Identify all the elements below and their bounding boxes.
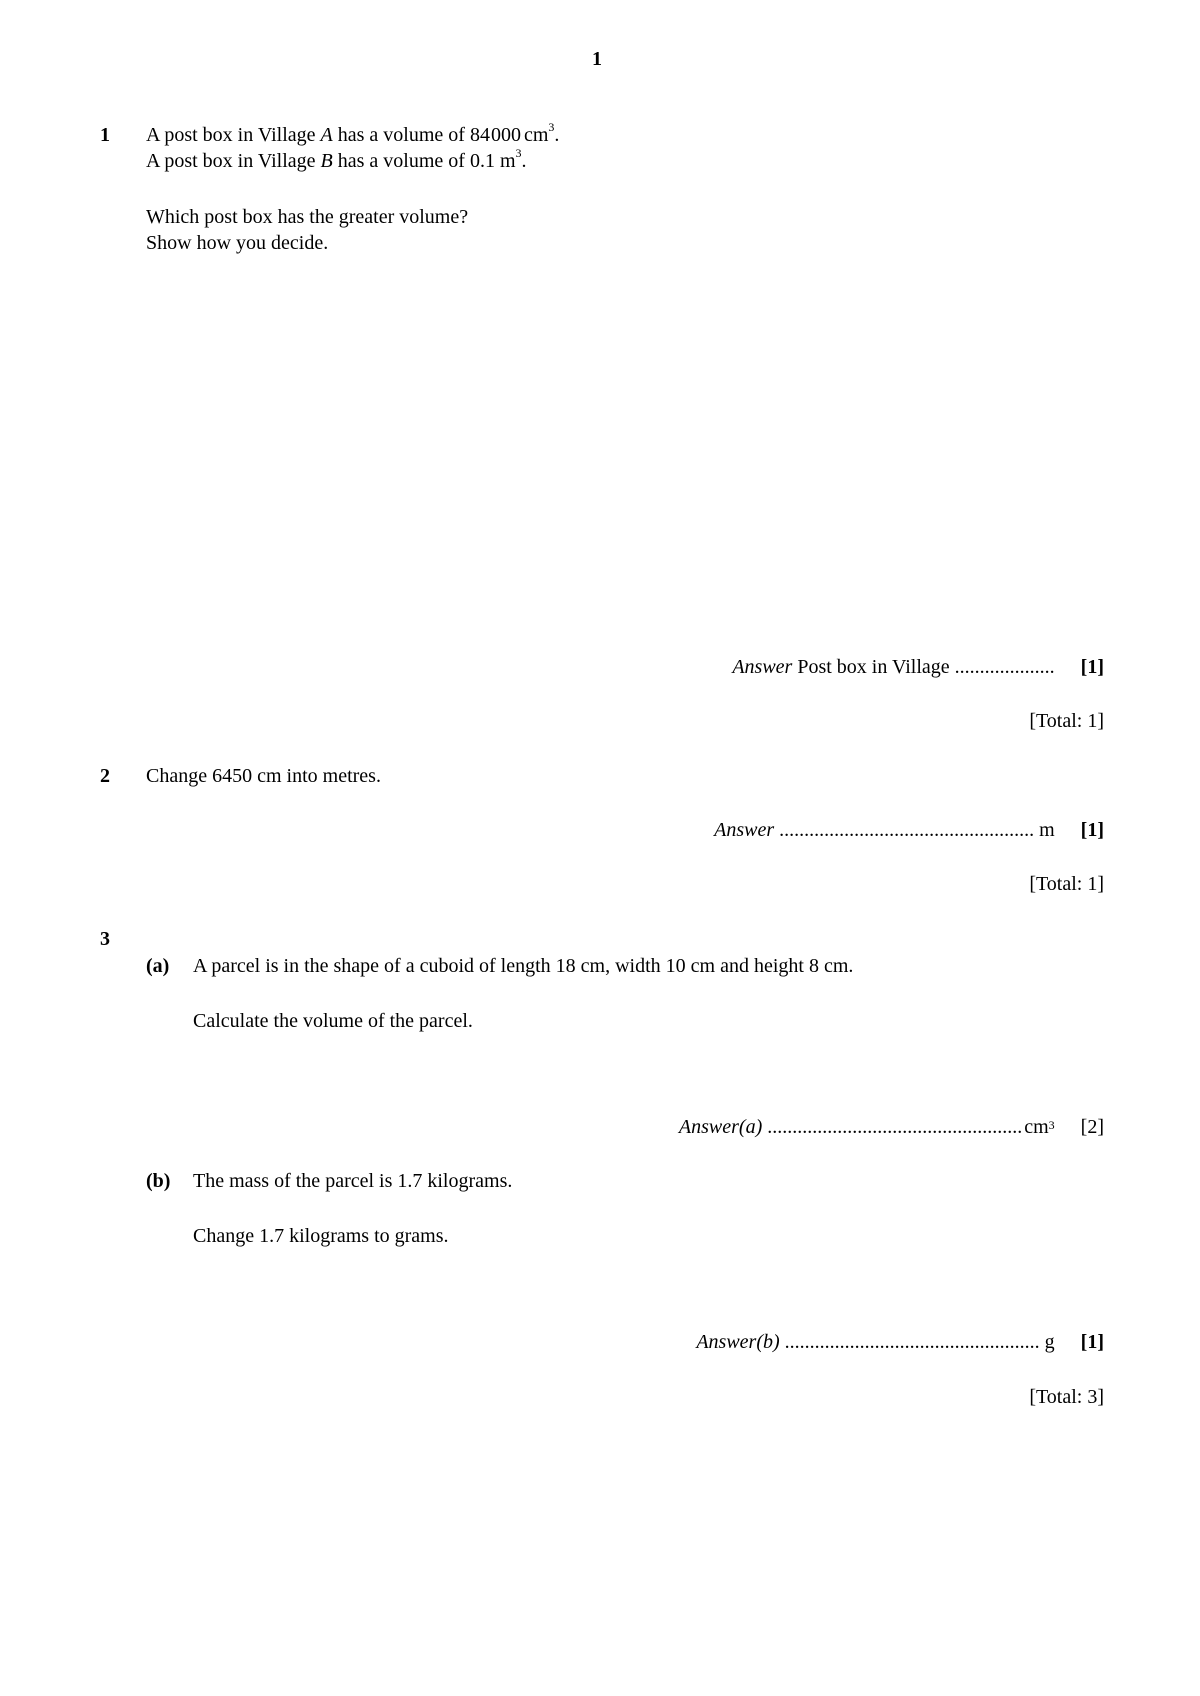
question-3b-text: The mass of the parcel is 1.7 kilograms. bbox=[193, 1170, 513, 1192]
q1-line1-var: A bbox=[320, 124, 333, 146]
question-1-prompt-2: Show how you decide. bbox=[146, 232, 329, 254]
q3a-answer-unit-sup: 3 bbox=[1048, 1118, 1055, 1132]
question-2-answer-line bbox=[714, 819, 1104, 842]
question-3b-answer-line bbox=[696, 1331, 1104, 1354]
q3b-answer-field[interactable]: ................................................... bbox=[779, 1331, 1040, 1353]
q1-line2-mid: has a volume of 0.1 m bbox=[332, 150, 516, 172]
q1-answer-label: Answer bbox=[732, 656, 793, 678]
q1-line1-mid: has a volume of 84 bbox=[332, 124, 490, 146]
question-3b-label: (b) bbox=[146, 1170, 171, 1192]
q1-line2-var: B bbox=[320, 150, 333, 172]
question-2-text: Change 6450 cm into metres. bbox=[146, 765, 381, 787]
question-1-number: 1 bbox=[100, 124, 110, 146]
q1-line1-num2: 000 bbox=[490, 124, 521, 146]
q2-answer-label: Answer bbox=[714, 819, 775, 841]
q3a-answer-field[interactable]: ................................................... bbox=[762, 1116, 1023, 1138]
question-3a-label: (a) bbox=[146, 955, 170, 977]
question-3a-text: A parcel is in the shape of a cuboid of length 18 cm, width 10 cm and height 8 cm. bbox=[193, 955, 854, 977]
q1-answer-text: Post box in Village bbox=[792, 656, 955, 678]
q3b-answer-unit: g bbox=[1039, 1331, 1055, 1353]
question-1-line-1 bbox=[146, 120, 560, 147]
question-3a-answer-line bbox=[679, 1116, 1104, 1139]
q1-line1-sup: 3 bbox=[548, 120, 555, 134]
q1-answer-field[interactable]: .................... bbox=[954, 656, 1055, 678]
question-1-total: [Total: 1] bbox=[1029, 710, 1104, 732]
q1-line2-end: . bbox=[521, 150, 527, 172]
q3a-answer-label: Answer(a) bbox=[678, 1116, 763, 1138]
q1-marks: [1] bbox=[1080, 656, 1104, 678]
q1-line1-pre: A post box in Village bbox=[146, 124, 321, 146]
q3a-answer-unit: cm bbox=[1024, 1116, 1049, 1138]
question-1-line-2 bbox=[146, 146, 527, 173]
q2-marks: [1] bbox=[1080, 819, 1104, 841]
q1-line1-unit: cm bbox=[523, 124, 549, 146]
q3a-marks: [2] bbox=[1080, 1116, 1104, 1138]
question-2-number: 2 bbox=[100, 765, 110, 787]
q3b-answer-label: Answer(b) bbox=[696, 1331, 780, 1353]
q2-answer-unit: m bbox=[1034, 819, 1055, 841]
question-3b-prompt: Change 1.7 kilograms to grams. bbox=[193, 1225, 449, 1247]
question-3a-prompt: Calculate the volume of the parcel. bbox=[193, 1010, 473, 1032]
q1-line2-sup: 3 bbox=[515, 146, 522, 160]
q1-line2-pre: A post box in Village bbox=[146, 150, 321, 172]
page-number: 1 bbox=[592, 48, 602, 70]
question-3-number: 3 bbox=[100, 928, 110, 950]
question-1-answer-line bbox=[732, 656, 1104, 679]
q3b-marks: [1] bbox=[1080, 1331, 1104, 1353]
q1-line1-end: . bbox=[554, 124, 560, 146]
q2-answer-field[interactable]: ................................................... bbox=[774, 819, 1035, 841]
question-2-total: [Total: 1] bbox=[1029, 873, 1104, 895]
question-1-prompt-1: Which post box has the greater volume? bbox=[146, 206, 469, 228]
question-3-total: [Total: 3] bbox=[1029, 1386, 1104, 1408]
